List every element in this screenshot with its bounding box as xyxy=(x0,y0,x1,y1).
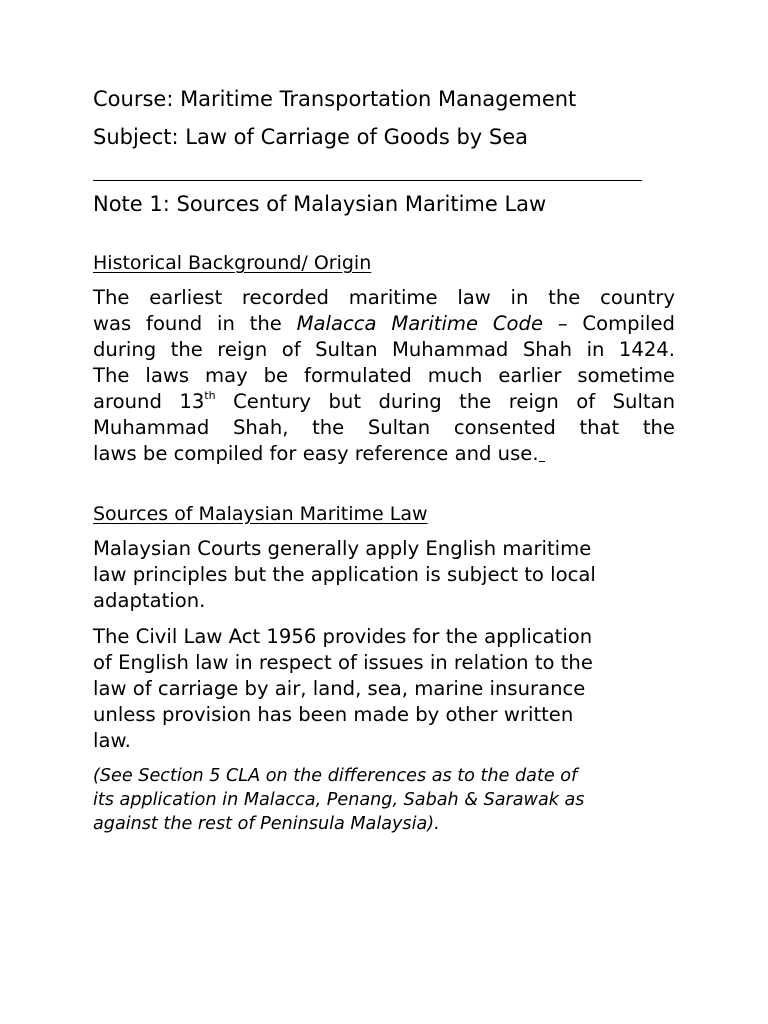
sources-heading: Sources of Malaysian Maritime Law xyxy=(93,503,428,525)
text-run: Century but during the reign of Sultan xyxy=(215,390,675,413)
paragraph-line: during the reign of Sultan Muhammad Shah in 1424. xyxy=(93,338,675,361)
text-run: was found in the xyxy=(93,312,297,335)
trailing-underscore xyxy=(539,443,545,462)
historical-paragraph xyxy=(93,285,675,467)
paragraph-line: law of carriage by air, land, sea, marine insurance xyxy=(93,677,586,700)
note-line: against the rest of Peninsula Malaysia). xyxy=(93,814,440,834)
paragraph-line: The Civil Law Act 1956 provides for the application xyxy=(93,625,593,648)
section-5-cla-note xyxy=(93,764,675,836)
paragraph-line: unless provision has been made by other written xyxy=(93,703,574,726)
civil-law-act-paragraph xyxy=(93,624,675,754)
paragraph-line xyxy=(93,311,675,337)
text-run: around 13 xyxy=(93,390,205,413)
paragraph-line xyxy=(93,441,675,467)
historical-background-heading: Historical Background/ Origin xyxy=(93,252,372,274)
text-run: – Compiled xyxy=(543,312,675,335)
note-line: its application in Malacca, Penang, Sabah & Sarawak as xyxy=(93,790,585,810)
paragraph-line xyxy=(93,389,675,415)
paragraph-line: adaptation. xyxy=(93,589,206,612)
horizontal-rule xyxy=(93,162,642,181)
superscript: th xyxy=(204,389,216,402)
text-run: laws be compiled for easy reference and use. xyxy=(93,442,539,465)
course-title: Course: Maritime Transportation Management xyxy=(93,87,577,111)
paragraph-line: Muhammad Shah, the Sultan consented that the xyxy=(93,416,675,439)
subject-title: Subject: Law of Carriage of Goods by Sea xyxy=(93,125,529,149)
courts-paragraph xyxy=(93,536,675,614)
paragraph-line: The laws may be formulated much earlier sometime xyxy=(93,364,675,387)
paragraph-line: law. xyxy=(93,729,131,752)
paragraph-line: The earliest recorded maritime law in the country xyxy=(93,286,675,309)
document-page xyxy=(93,86,675,836)
paragraph-line: law principles but the application is subject to local xyxy=(93,563,596,586)
note-line: (See Section 5 CLA on the differences as to the date of xyxy=(93,766,578,786)
malacca-maritime-code-title: Malacca Maritime Code xyxy=(296,312,544,335)
note-title: Note 1: Sources of Malaysian Maritime Law xyxy=(93,192,547,216)
paragraph-line: Malaysian Courts generally apply English maritime xyxy=(93,537,592,560)
paragraph-line: of English law in respect of issues in relation to the xyxy=(93,651,593,674)
